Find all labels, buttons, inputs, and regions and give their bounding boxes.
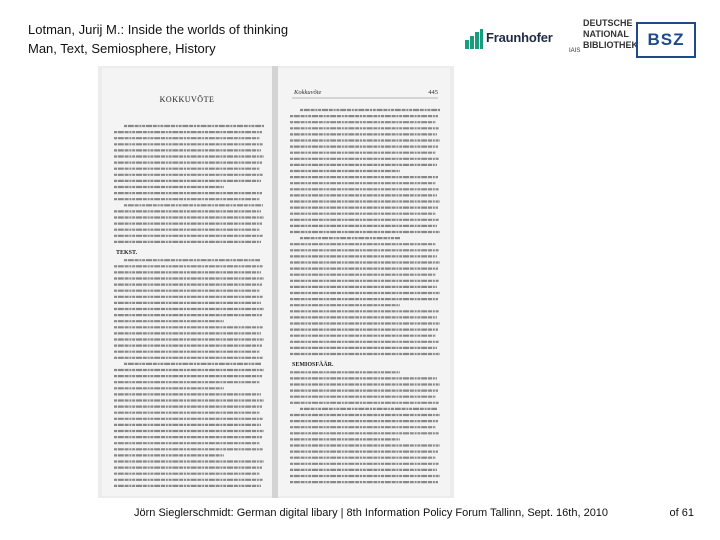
left-page-heading: KOKKUVÕTE [159,95,215,104]
fraunhofer-logo [464,26,582,52]
dnb-line-2: NATIONAL [583,29,629,39]
dnb-line-1: DEUTSCHE [583,18,633,28]
scan-image [98,66,454,498]
right-page [278,68,450,496]
fraunhofer-name: Fraunhofer [486,30,553,45]
scanned-book-spread [98,66,454,498]
footer-citation: Jörn Sieglerschmidt: German digital libary | 8th Information Policy Forum Tallinn, Sept. 16th, 2010 [134,507,609,519]
fraunhofer-icon [464,28,484,50]
bsz-logo: BSZ [636,22,696,58]
slide-title [28,20,288,58]
right-page-number: 445 [428,89,438,96]
page-gutter [272,66,278,498]
slide-page-count: of 61 [669,507,694,519]
fraunhofer-sub: IAIS [569,48,581,54]
slide-title-line-2: Man, Text, Semiosphere, History [28,41,216,56]
left-page-label-tekst: TEKST. [116,250,138,256]
slide-footer [0,507,720,523]
dnb-line-3: BIBLIOTHEK [583,40,638,50]
dnb-logo [583,18,638,51]
right-page-label-semiosfaar: SEMIOSFÄÄR. [292,362,334,368]
slide-title-line-1: Lotman, Jurij M.: Inside the worlds of thinking [28,22,289,37]
right-page-header: Kokkuvõte [294,89,322,96]
